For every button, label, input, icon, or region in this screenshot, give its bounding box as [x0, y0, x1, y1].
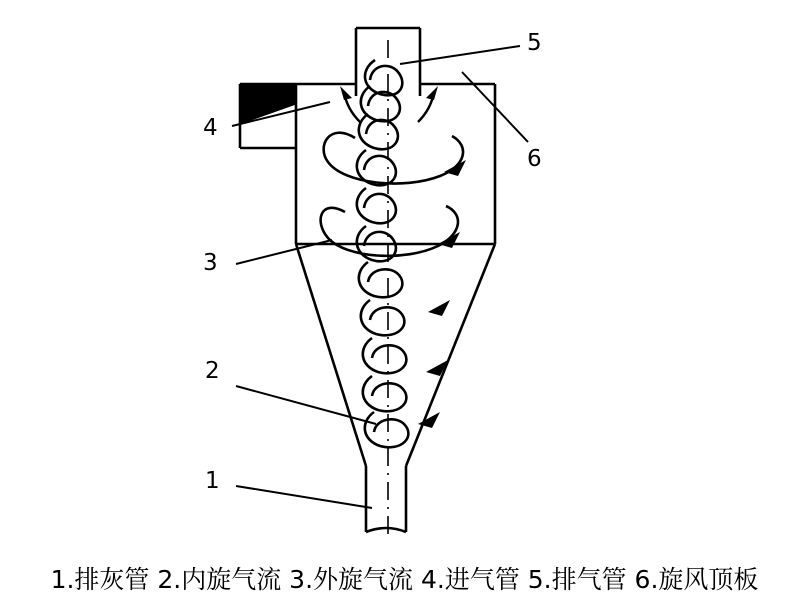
callout-label-2: 2 [205, 358, 220, 384]
callout-label-4: 4 [203, 115, 218, 141]
callout-label-6: 6 [527, 146, 542, 172]
flow-arrowheads [418, 160, 466, 428]
cone-right-wall [406, 244, 495, 466]
leader-line-3 [236, 240, 332, 264]
callout-label-3: 3 [203, 250, 218, 276]
callout-label-1: 1 [205, 468, 220, 494]
figure-caption: 1.排灰管 2.内旋气流 3.外旋气流 4.进气管 5.排气管 6.旋风顶板 [50, 565, 759, 594]
leader-line-2 [236, 386, 376, 424]
leader-line-5 [400, 46, 520, 64]
callout-label-5: 5 [527, 30, 542, 56]
cone-left-wall [296, 244, 366, 466]
dust-pipe-bottom-edge [366, 528, 406, 532]
callout-leader-lines [232, 46, 528, 508]
leader-line-1 [236, 486, 372, 508]
